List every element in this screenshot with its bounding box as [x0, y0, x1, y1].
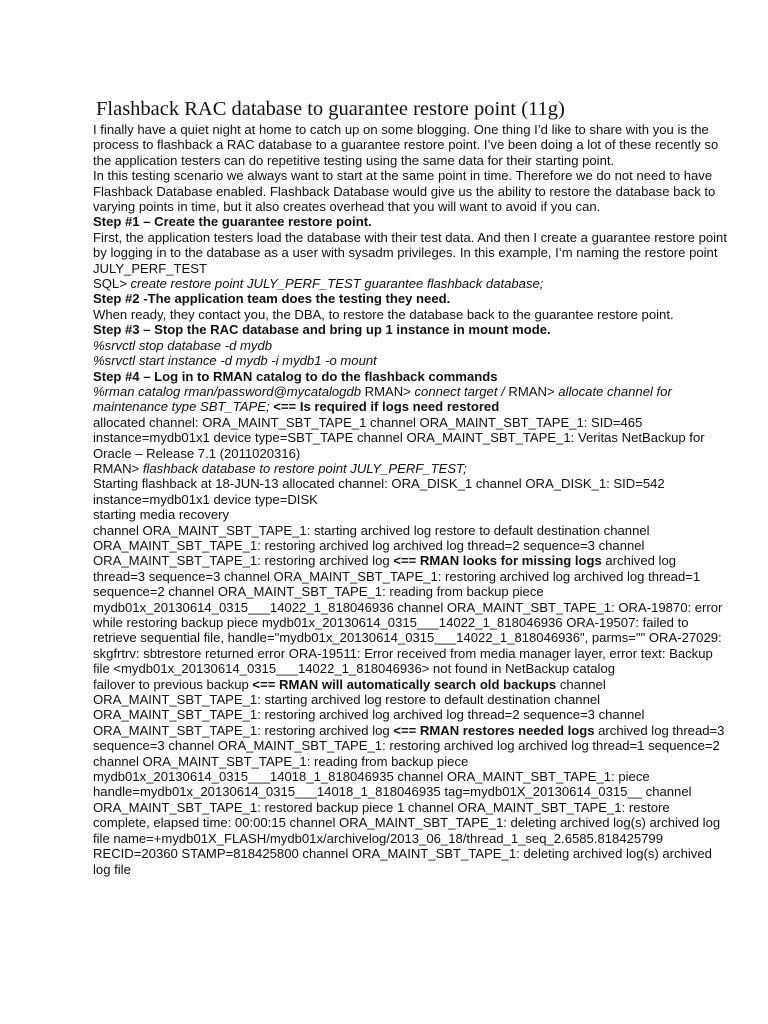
output-text: archived log thread=3 sequence=3 channel ORA_MAINT_SBT_TAPE_1: restoring archived log archived log thread=1 sequence=2 channel ORA_MAINT_SBT_TAPE_1: reading from backup piece mydb01x_20130614_0315___14018_1_818046935 channel ORA_MAINT_SBT_TAPE_1: piece handle=mydb01x_20130614_0315___14018_1_818046935 tag=mydb01X_20130614_0315__ channel ORA_MAINT_SBT_TAPE_1: restored backup piece 1 channel ORA_MAINT_SBT_TAPE_1: restore complete, elapsed time: 00:00:15 channel ORA_MAINT_SBT_TAPE_1: deleting archived log(s) archived log file name=+mydb01X_FLASH/mydb01x/archivelog/2013_06_18/thread_1_seq_2.6585.818425799 RECID=20360 STAMP=818425800 channel ORA_MAINT_SBT_TAPE_1: deleting archived log(s) archived log file: [93, 722, 725, 877]
document-body: [93, 122, 728, 877]
step4-command-line: [93, 384, 728, 415]
output-text: channel ORA_MAINT_SBT_TAPE_1: starting archived log restore to default destination channel ORA_MAINT_SBT_TAPE_1: restoring archived log archived log thread=2 sequence=3 channel ORA_MAINT_SBT_TAPE_1: restoring archived log: [93, 676, 645, 738]
output-text: failover to previous backup: [93, 676, 253, 692]
step3-command-2: %srvctl start instance -d mydb -i mydb1 -o mount: [93, 353, 377, 369]
note-old-backups: <== RMAN will automatically search old backups: [252, 676, 557, 692]
step2-text: When ready, they contact you, the DBA, to restore the database back to the guarantee restore point.: [93, 306, 674, 322]
output-text: archived log thread=3 sequence=3 channel ORA_MAINT_SBT_TAPE_1: restoring archived log archived log thread=1 sequence=2 channel ORA_MAINT_SBT_TAPE_1: reading from backup piece mydb01x_20130614_0315___14022_1_818046936 channel ORA_MAINT_SBT_TAPE_1: ORA-19870: error while restoring backup piece mydb01x_20130614_0315___14022_1_818046936 ORA-19507: failed to retrieve sequential file, handle="mydb01x_20130614_0315___14022_1_818046936", parms="" ORA-27029: skgfrtrv: sbtrestore returned error ORA-19511: Error received from media manager layer, error text: Backup file <mydb01x_20130614_0315___14022_1_818046936> not found in NetBackup catalog: [93, 553, 723, 677]
sql-command: create restore point JULY_PERF_TEST guarantee flashback database;: [130, 276, 544, 292]
output-text: channel ORA_MAINT_SBT_TAPE_1: starting archived log restore to default destination channel ORA_MAINT_SBT_TAPE_1: restoring archived log archived log thread=2 sequence=3 channel ORA_MAINT_SBT_TAPE_1: restoring archived log: [93, 522, 650, 569]
rman-catalog-command: %rman catalog rman/password@mycatalogdb: [93, 383, 362, 399]
rman-prompt: RMAN>: [504, 383, 559, 399]
step1-text: First, the application testers load the database with their test data. And then I create a guarantee restore point by logging in to the database as a user with sysadm privileges. In this example, I’m naming the restore point JULY_PERF_TEST: [93, 229, 727, 276]
step3-heading: Step #3 – Stop the RAC database and bring up 1 instance in mount mode.: [93, 322, 551, 338]
flashback-command: flashback database to restore point JULY_PERF_TEST;: [142, 460, 467, 476]
output-failover: [93, 677, 728, 877]
page-title: Flashback RAC database to guarantee restore point (11g): [96, 98, 565, 120]
rman-prompt: RMAN>: [361, 383, 415, 399]
allocate-channel-command: allocate channel for maintenance type SBT_TAPE;: [93, 383, 672, 415]
step4-heading: Step #4 – Log in to RMAN catalog to do the flashback commands: [93, 368, 498, 384]
intro-paragraph-2: In this testing scenario we always want to start at the same point in time. Therefore we do not need to have Flashback Database enabled. Flashback Database would give us the ability to restore the database back to varying points in time, but it also creates overhead that you will want to avoid if you can.: [93, 168, 716, 215]
step1-sql-line: [93, 276, 728, 291]
output-media-recovery: starting media recovery: [93, 507, 230, 523]
sql-prompt: SQL>: [93, 276, 131, 292]
output-starting-flashback: Starting flashback at 18-JUN-13 allocated channel: ORA_DISK_1 channel ORA_DISK_1: SID=542 instance=mydb01x1 device type=DISK: [93, 476, 665, 507]
output-allocated-channel: allocated channel: ORA_MAINT_SBT_TAPE_1 channel ORA_MAINT_SBT_TAPE_1: SID=465 instance=mydb01x1 device type=SBT_TAPE channel ORA_MAINT_SBT_TAPE_1: Veritas NetBackup for Oracle – Release 7.1 (2011020316): [93, 414, 705, 461]
connect-target-command: connect target /: [414, 383, 505, 399]
output-missing-logs: [93, 523, 728, 677]
flashback-command-line: [93, 461, 728, 476]
step2-heading: Step #2 -The application team does the testing they need.: [93, 291, 451, 307]
rman-prompt: RMAN>: [93, 460, 143, 476]
note-logs-restored: <== Is required if logs need restored: [269, 399, 500, 415]
intro-paragraph-1: I finally have a quiet night at home to catch up on some blogging. One thing I’d like to share with you is the process to flashback a RAC database to a guarantee restore point. I’ve been doing a lot of these recently so the application testers can do repetitive testing using the same data for their starting point.: [93, 122, 719, 168]
step1-heading: Step #1 – Create the guarantee restore point.: [93, 214, 372, 230]
step3-command-1: %srvctl stop database -d mydb: [93, 337, 273, 353]
note-restores-logs: <== RMAN restores needed logs: [393, 722, 595, 738]
note-missing-logs: <== RMAN looks for missing logs: [393, 553, 602, 569]
